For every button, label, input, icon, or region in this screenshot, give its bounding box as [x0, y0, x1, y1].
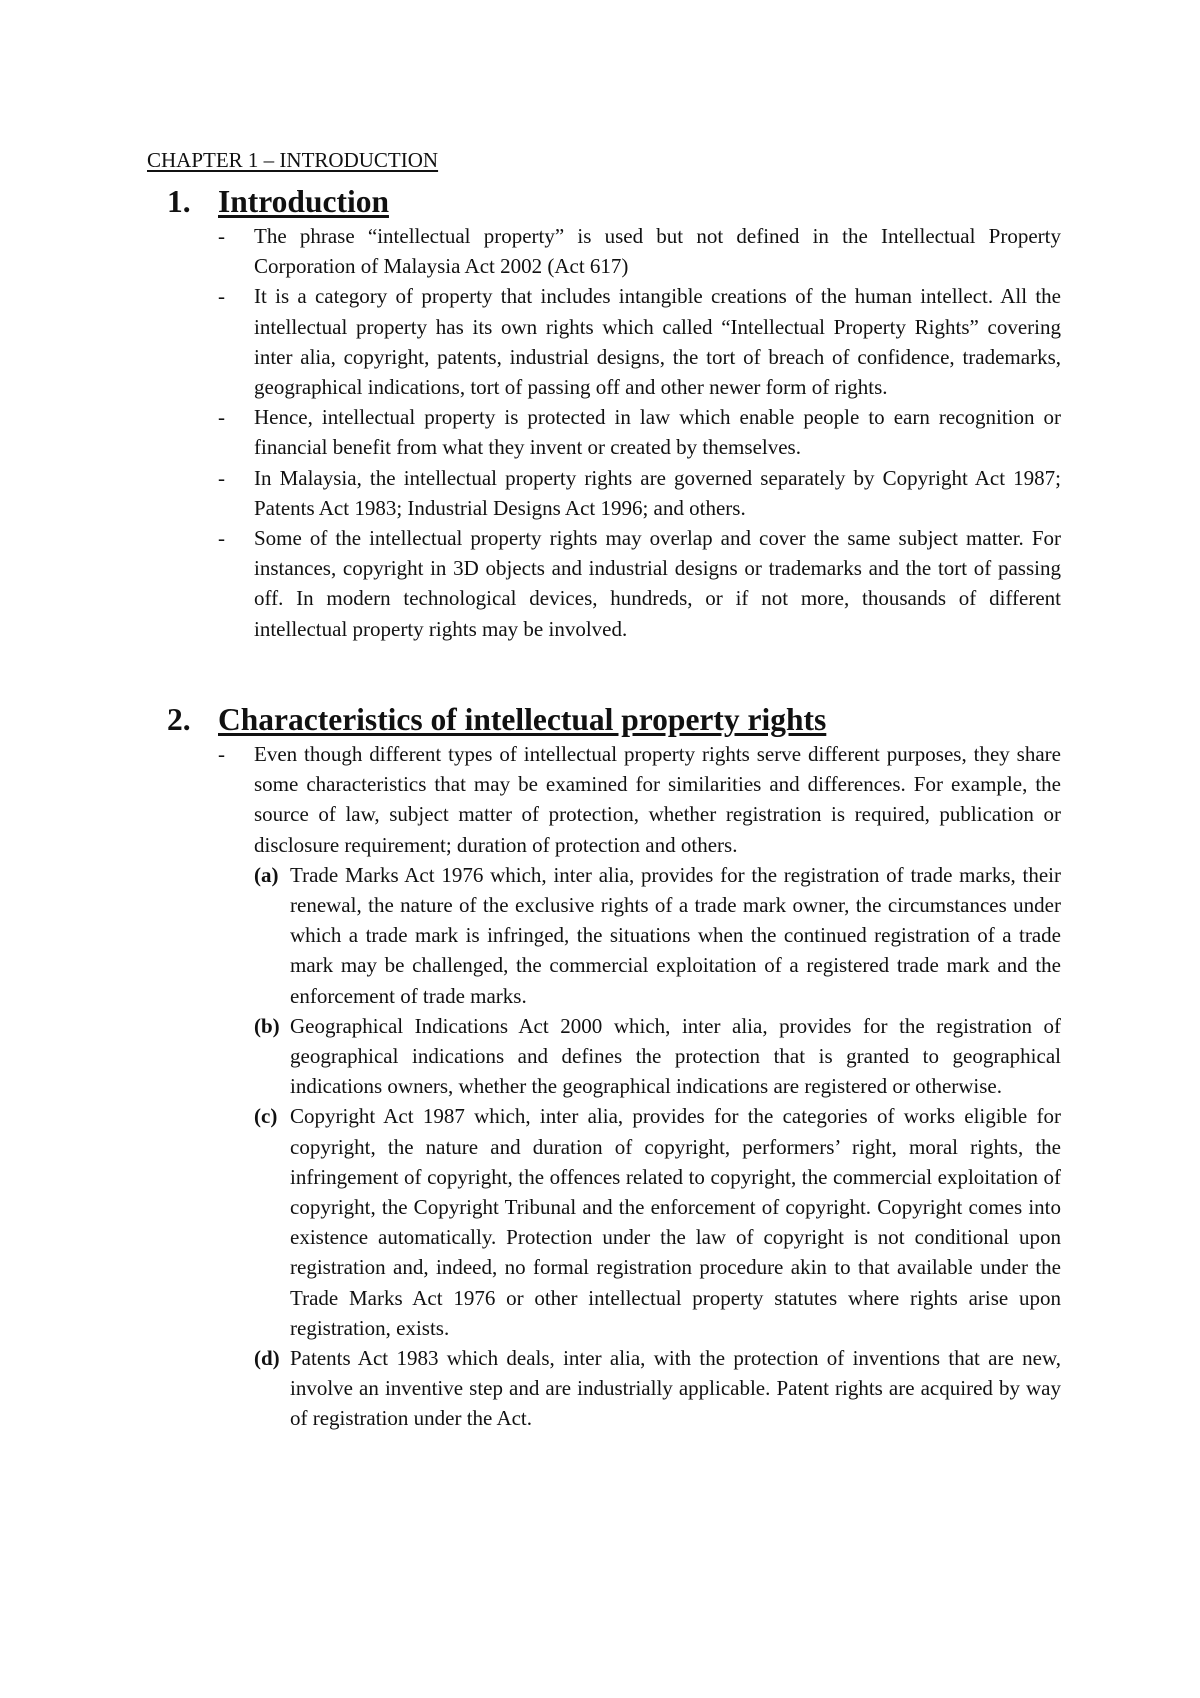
bullet-text: Some of the intellectual property rights may overlap and cover the same subject matter. For instances, copyright in 3D objects and industrial designs or trademarks and the tort of passing off. In modern technological devices, hundreds, or if not more, thousands of different intellectual property rights may be involved. [254, 526, 1061, 641]
dash-marker: - [218, 465, 225, 490]
bullet-text: Hence, intellectual property is protected in law which enable people to earn recognition or financial benefit from what they invent or created by themselves. [254, 405, 1061, 460]
bullet-text: The phrase “intellectual property” is used but not defined in the Intellectual Property Corporation of Malaysia Act 2002 (Act 617) [254, 224, 1061, 279]
list-item [218, 739, 1061, 1434]
section-title: Introduction [218, 184, 389, 219]
section-heading-characteristics [167, 702, 827, 737]
dash-marker: - [218, 526, 225, 551]
list-item [218, 221, 1061, 281]
section-heading-introduction [167, 184, 389, 219]
list-item [218, 281, 1061, 402]
sublist-label: (c) [254, 1104, 278, 1129]
bullet-text: It is a category of property that includes intangible creations of the human intellect. All the intellectual property has its own rights which called “Intellectual Property Rights” covering inter alia, copyright, patents, industrial designs, the tort of breach of confidence, trademarks, geographical indications, tort of passing off and other newer form of rights. [254, 284, 1061, 400]
sublist-text: Patents Act 1983 which deals, inter alia, with the protection of inventions that are new, involve an inventive step and are industrially applicable. Patent rights are acquired by way of registration under the Act. [290, 1346, 1061, 1431]
sublist-text: Geographical Indications Act 2000 which, inter alia, provides for the registration of geographical indications and defines the protection that is granted to geographical indications owners, whether the geographical indications are registered or otherwise. [290, 1013, 1061, 1099]
sublist-item [254, 1343, 1061, 1434]
dash-marker: - [218, 742, 225, 766]
section-title: Characteristics of intellectual property rights [218, 702, 827, 737]
sublist-text: Copyright Act 1987 which, inter alia, provides for the categories of works eligible for copyright, the nature and duration of copyright, performers’ right, moral rights, the infringement of copyright, the offences related to copyright, the commercial exploitation of copyright, the Copyright Tribunal and the enforcement of copyright. Copyright comes into existence automatically. Protection under the law of copyright is not conditional upon registration and, indeed, no formal registration procedure akin to that available under the Trade Marks Act 1976 or other intellectual property statutes where rights arise upon registration, exists. [290, 1104, 1061, 1340]
list-item [218, 402, 1061, 462]
dash-marker: - [218, 405, 225, 430]
sublist-item [254, 860, 1061, 1011]
sublist-label: (d) [254, 1346, 280, 1371]
list-item [218, 523, 1061, 644]
sublist-item [254, 1101, 1061, 1343]
dash-marker: - [218, 284, 225, 309]
sublist-label: (a) [254, 862, 279, 887]
characteristics-bullet-list [218, 739, 1061, 1434]
section-number: 2. [167, 702, 191, 737]
sublist-item [254, 1011, 1061, 1102]
section-number: 1. [167, 184, 191, 219]
sublist-text: Trade Marks Act 1976 which, inter alia, provides for the registration of trade marks, their renewal, the nature of the exclusive rights of a trade mark owner, the circumstances under which a trade mark is infringed, the situations when the continued registration of a trade mark may be challenged, the commercial exploitation of a registered trade mark and the enforcement of trade marks. [290, 862, 1061, 1008]
list-item [218, 463, 1061, 523]
sublist-label: (b) [254, 1013, 280, 1038]
bullet-text: In Malaysia, the intellectual property rights are governed separately by Copyright Act 1987; Patents Act 1983; Industrial Designs Act 1996; and others. [254, 465, 1061, 520]
dash-marker: - [218, 224, 225, 248]
introduction-bullet-list [218, 221, 1061, 644]
acts-sublist [254, 860, 1061, 1434]
chapter-title: CHAPTER 1 – INTRODUCTION [147, 148, 439, 172]
bullet-text: Even though different types of intellectual property rights serve different purposes, they share some characteristics that may be examined for similarities and differences. For example, the source of law, subject matter of protection, whether registration is required, publication or disclosure requirement; duration of protection and others. [254, 742, 1061, 857]
